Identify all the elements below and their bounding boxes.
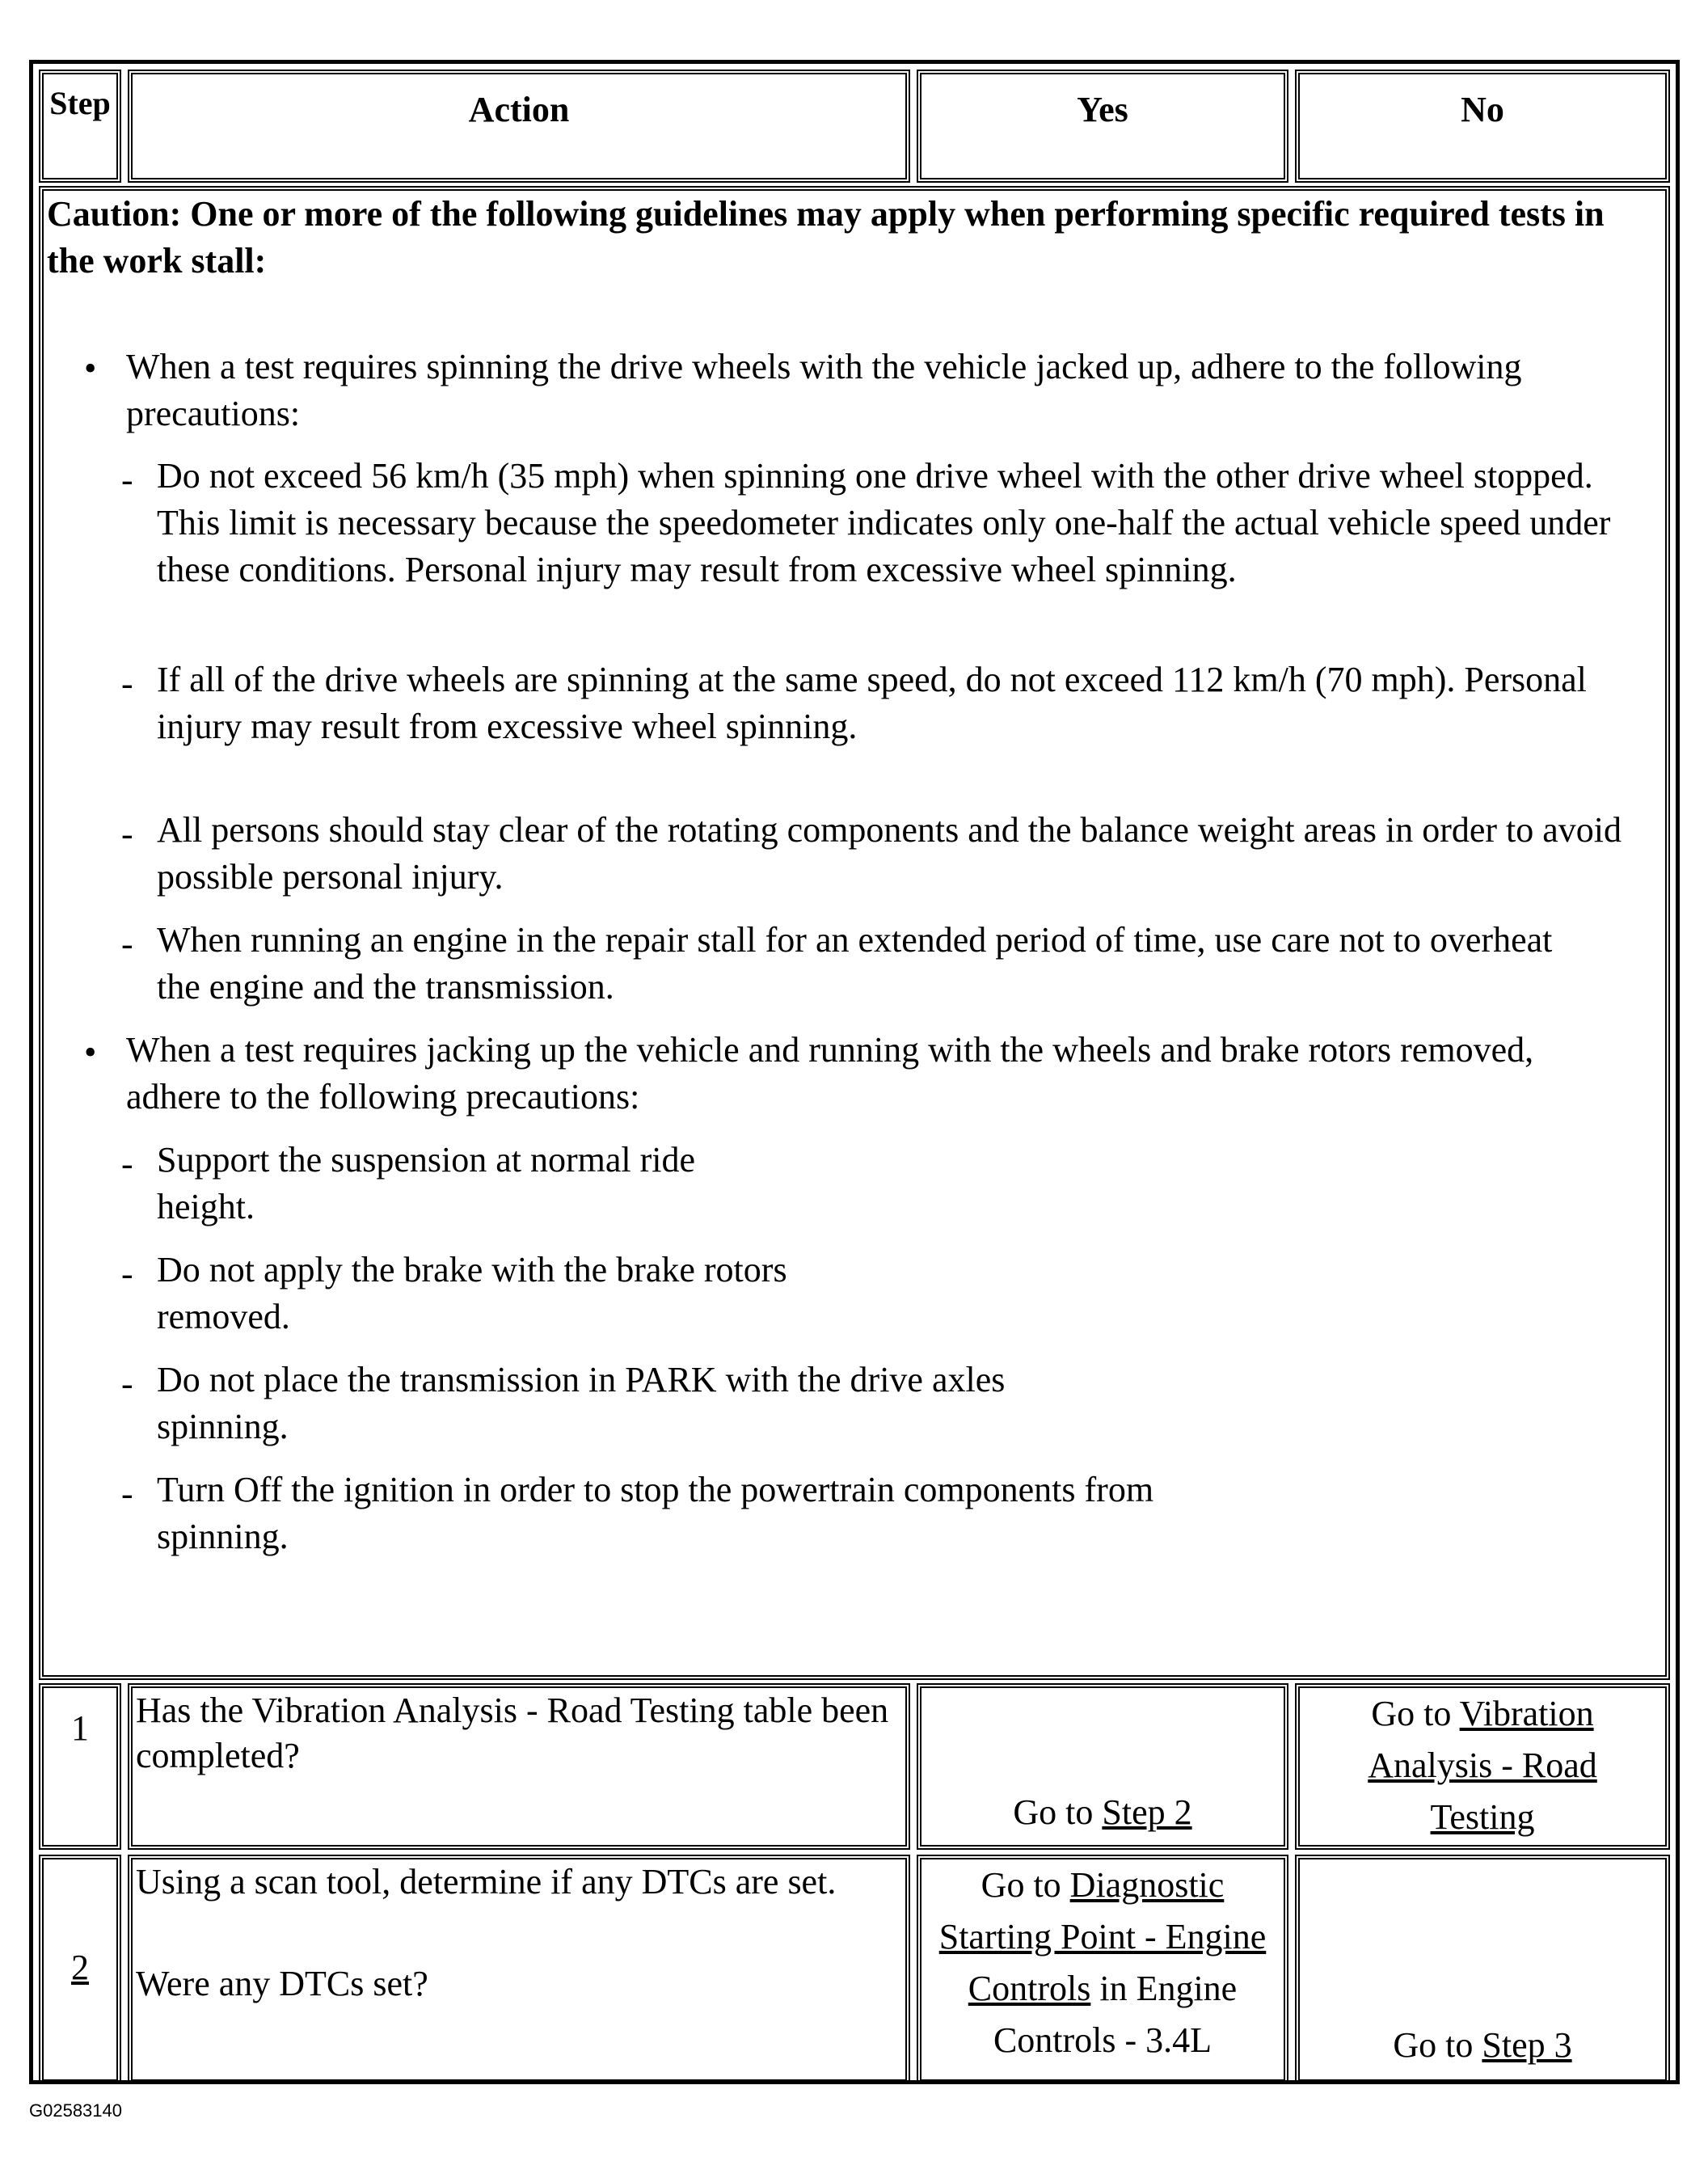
table-row-no-cell <box>1295 1683 1670 1850</box>
yes-suffix: in Engine Controls - 3.4L <box>993 1969 1238 2060</box>
step-number: 1 <box>71 1708 89 1748</box>
no-prefix: Go to <box>1371 1694 1460 1733</box>
sub-item: Turn Off the ignition in order to stop the powertrain components from spinning. <box>157 1470 1154 1556</box>
dash-icon: - <box>121 1144 133 1184</box>
table-row-action-cell: Has the Vibration Analysis - Road Testing table been completed? <box>128 1683 910 1850</box>
table-row-no-cell <box>1295 1855 1670 2084</box>
dash-icon: - <box>121 1474 133 1513</box>
step-3-link[interactable]: Step 3 <box>1482 2025 1572 2065</box>
no-prefix: Go to <box>1393 2025 1482 2065</box>
bullet-2: When a test requires jacking up the vehicle and running with the wheels and brake rotors removed, adhere to the following precautions: <box>126 1030 1534 1116</box>
sub-item: All persons should stay clear of the rotating components and the balance weight areas in order to avoid possible personal injury. <box>157 810 1622 897</box>
sub-item: When running an engine in the repair stall for an extended period of time, use care not to overheat the engine and the transmission. <box>157 920 1553 1007</box>
table-row-yes-cell <box>917 1855 1288 2084</box>
dash-icon: - <box>121 814 133 854</box>
dash-icon: - <box>121 664 133 703</box>
header-step: Step <box>39 70 121 183</box>
table-row-step-cell <box>39 1683 121 1850</box>
dash-icon: - <box>121 1254 133 1294</box>
header-action: Action <box>128 70 910 183</box>
table-row-step-cell <box>39 1855 121 2084</box>
bullet-dot: • <box>84 1032 97 1072</box>
yes-prefix: Go to <box>1013 1792 1103 1832</box>
table-row-action-cell <box>128 1855 910 2084</box>
bullet-1: When a test requires spinning the drive wheels with the vehicle jacked up, adhere to the following precautions: <box>126 347 1522 433</box>
table-row-yes-cell <box>917 1683 1288 1850</box>
vibration-analysis-link[interactable]: Vibration Analysis - Road Testing <box>1368 1694 1597 1837</box>
dash-icon: - <box>121 1364 133 1403</box>
figure-id: G02583140 <box>29 2100 122 2121</box>
action-question: Were any DTCs set? <box>136 1964 428 2003</box>
sub-item: Do not place the transmission in PARK with the drive axles spinning. <box>157 1360 1006 1446</box>
bullet-dot: • <box>84 348 97 388</box>
sub-item: Support the suspension at normal ride height. <box>157 1140 696 1226</box>
step-number-link[interactable]: 2 <box>71 1948 89 1987</box>
step-2-link[interactable]: Step 2 <box>1102 1792 1192 1832</box>
header-yes: Yes <box>917 70 1288 183</box>
caution-title: Caution: One or more of the following guidelines may apply when performing specific required tests in the work stall: <box>47 194 1605 281</box>
sub-item: Do not apply the brake with the brake rotors removed. <box>157 1250 787 1336</box>
header-no: No <box>1295 70 1670 183</box>
dash-icon: - <box>121 924 133 964</box>
action-line: Using a scan tool, determine if any DTCs are set. <box>136 1862 837 1902</box>
dash-icon: - <box>121 460 133 500</box>
sub-item: If all of the drive wheels are spinning at the same speed, do not exceed 112 km/h (70 mph). Personal injury may result from excessive wheel spinning. <box>157 660 1587 746</box>
sub-item: Do not exceed 56 km/h (35 mph) when spinning one drive wheel with the other drive wheel stopped. This limit is necessary because the speedometer indicates only one-half the actual vehicle speed under these conditions. Personal injury may result from excessive wheel spinning. <box>157 456 1611 589</box>
diagnostic-starting-point-link[interactable]: Diagnostic Starting Point - Engine Controls <box>938 1865 1267 2008</box>
yes-prefix: Go to <box>981 1865 1070 1905</box>
